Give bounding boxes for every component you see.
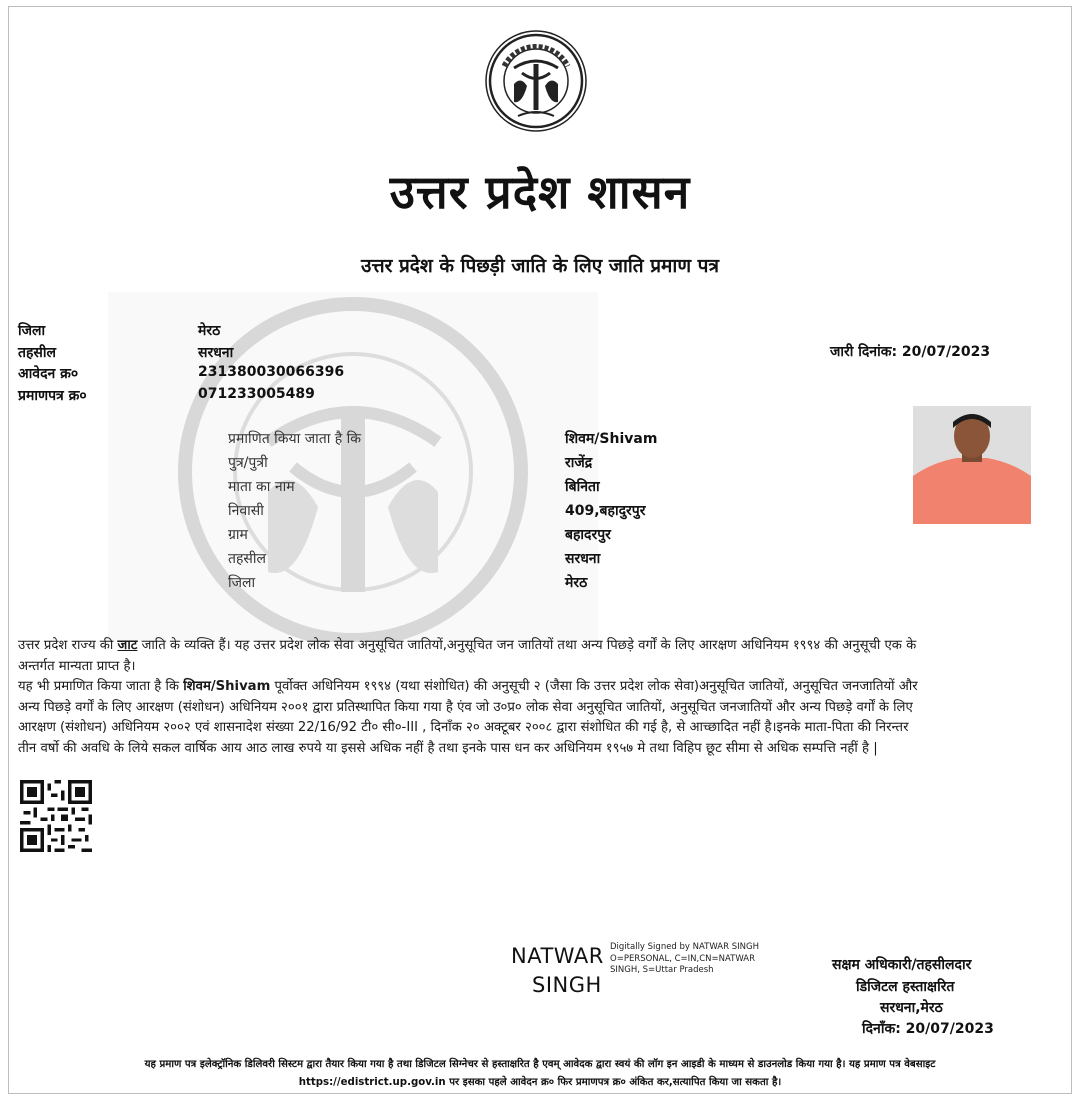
p2-name: शिवम/Shivam — [183, 679, 271, 694]
issue-date: जारी दिनांक: 20/07/2023 — [830, 344, 991, 360]
meta-label-application-no: आवेदन क्र० — [18, 366, 79, 382]
detail-value-tehsil: सरधना — [565, 551, 601, 567]
emblem-watermark — [108, 292, 601, 642]
officer-sign-type: डिजिटल हस्ताक्षरित — [856, 979, 955, 995]
sig-note-line3: SINGH, S=Uttar Pradesh — [610, 965, 714, 975]
detail-value-village: बहादरपुर — [565, 527, 611, 543]
detail-value-resident: 409,बहादुरपुर — [565, 503, 646, 519]
signer-name-line2: SINGH — [532, 973, 602, 997]
p1-line2: अन्तर्गत मान्यता प्राप्त है। — [18, 658, 136, 674]
p2-line1: पूर्वोक्त अधिनियम १९९४ (यथा संशोधित) की अनुसूची २ (जैसा कि उत्तर प्रदेश लोक सेवा)अनुसूचित जातियों, अनुसूचित जनजातियों और — [270, 679, 918, 694]
digital-signature-note — [610, 942, 780, 977]
detail-value-district: मेरठ — [565, 575, 588, 591]
detail-label-mother: माता का नाम — [228, 479, 295, 495]
detail-label-resident: निवासी — [228, 503, 264, 519]
certification-paragraph-2 — [18, 677, 1066, 759]
officer-date: दिनाँक: 20/07/2023 — [862, 1021, 994, 1037]
p2-line3: आरक्षण (संशोधन) अधिनियम २००२ एवं शासनादेश संख्या 22/16/92 टी० सी०-III , दिनाँक २० अक्टूबर २००८ द्वारा संशोधित की गई है, से आच्छादित नहीं है।इनके माता-पिता की निरन्तर — [18, 720, 909, 735]
signer-name-line1: NATWAR — [511, 944, 604, 968]
p2-line2: अन्य पिछड़े वर्गों के लिए आरक्षण (संशोधन) अधिनियम २००१ द्वारा प्रतिस्थापित किया गया है एंव जो उ०प्र० लोक सेवा अनुसूचित जातियों, अनुसूचित जनजातियों और अन्य पिछड़े वर्गों के लिए — [18, 699, 913, 715]
officer-place: सरधना,मेरठ — [880, 1000, 943, 1016]
meta-value-district: मेरठ — [198, 323, 221, 339]
detail-label-village: ग्राम — [228, 527, 248, 543]
meta-label-certificate-no: प्रमाणपत्र क्र० — [18, 388, 87, 404]
officer-title: सक्षम अधिकारी/तहसीलदार — [832, 957, 972, 973]
certification-paragraph-1 — [18, 636, 1066, 677]
p1-line1: जाति के व्यक्ति हैं। यह उत्तर प्रदेश लोक सेवा अनुसूचित जातियों,अनुसूचित जन जातियों तथा अन्य पिछड़े वर्गों के लिए आरक्षण अधिनियम १९९४ की अनुसूची एक के — [137, 638, 917, 653]
meta-value-tehsil: सरधना — [198, 345, 234, 361]
page-title: उत्तर प्रदेश शासन — [389, 165, 691, 219]
certificate-subtitle: उत्तर प्रदेश के पिछड़ी जाति के लिए जाति प्रमाण पत्र — [361, 255, 719, 277]
meta-label-district: जिला — [18, 323, 46, 339]
meta-label-tehsil: तहसील — [18, 345, 56, 361]
detail-value-name: शिवम/Shivam — [565, 431, 658, 447]
up-government-emblem — [484, 28, 588, 134]
detail-value-mother: बिनिता — [565, 479, 600, 495]
sig-note-line1: Digitally Signed by NATWAR SINGH — [610, 942, 759, 952]
p2-pre: यह भी प्रमाणित किया जाता है कि — [18, 679, 184, 694]
detail-label-tehsil: तहसील — [228, 551, 266, 567]
footer-note-line1: यह प्रमाण पत्र इलेक्ट्रॉनिक डिलिवरी सिस्टम द्वारा तैयार किया गया है तथा डिजिटल सिग्नेचर से हस्ताक्षरित है एवम् आवेदक द्वारा स्वयं की लॉग इन आइडी के माध्यम से डाउनलोड किया गया है। यह प्रमाण पत्र वेबसाइट — [144, 1059, 936, 1070]
p1-pre: उत्तर प्रदेश राज्य की — [18, 638, 118, 653]
detail-value-parent: राजेंद्र — [565, 455, 593, 471]
detail-label-parent: पुत्र/पुत्री — [228, 455, 268, 471]
caste-name: जाट — [117, 638, 138, 653]
sig-note-line2: O=PERSONAL, C=IN,CN=NATWAR — [610, 953, 756, 964]
detail-label-district: जिला — [228, 575, 256, 591]
detail-label-certified: प्रमाणित किया जाता है कि — [228, 431, 362, 447]
p2-line4: तीन वर्षो की अवधि के लिये सकल वार्षिक आय आठ लाख रुपये या इससे अधिक नहीं है तथा इनके पास धन कर अधिनियम १९५७ मे तथा विहिप छूट सीमा से अधिक सम्पत्ति नहीं है | — [18, 740, 878, 756]
meta-value-application-no: 231380030066396 — [198, 364, 345, 380]
verification-qr-code — [20, 780, 92, 852]
meta-value-certificate-no: 071233005489 — [198, 386, 315, 402]
footer-note-line2: https://edistrict.up.gov.in पर इसका पहले आवेदन क्र० फिर प्रमाणपत्र क्र० अंकित कर,सत्यापित किया जा सकता है। — [298, 1077, 782, 1088]
applicant-photo — [913, 406, 1031, 524]
